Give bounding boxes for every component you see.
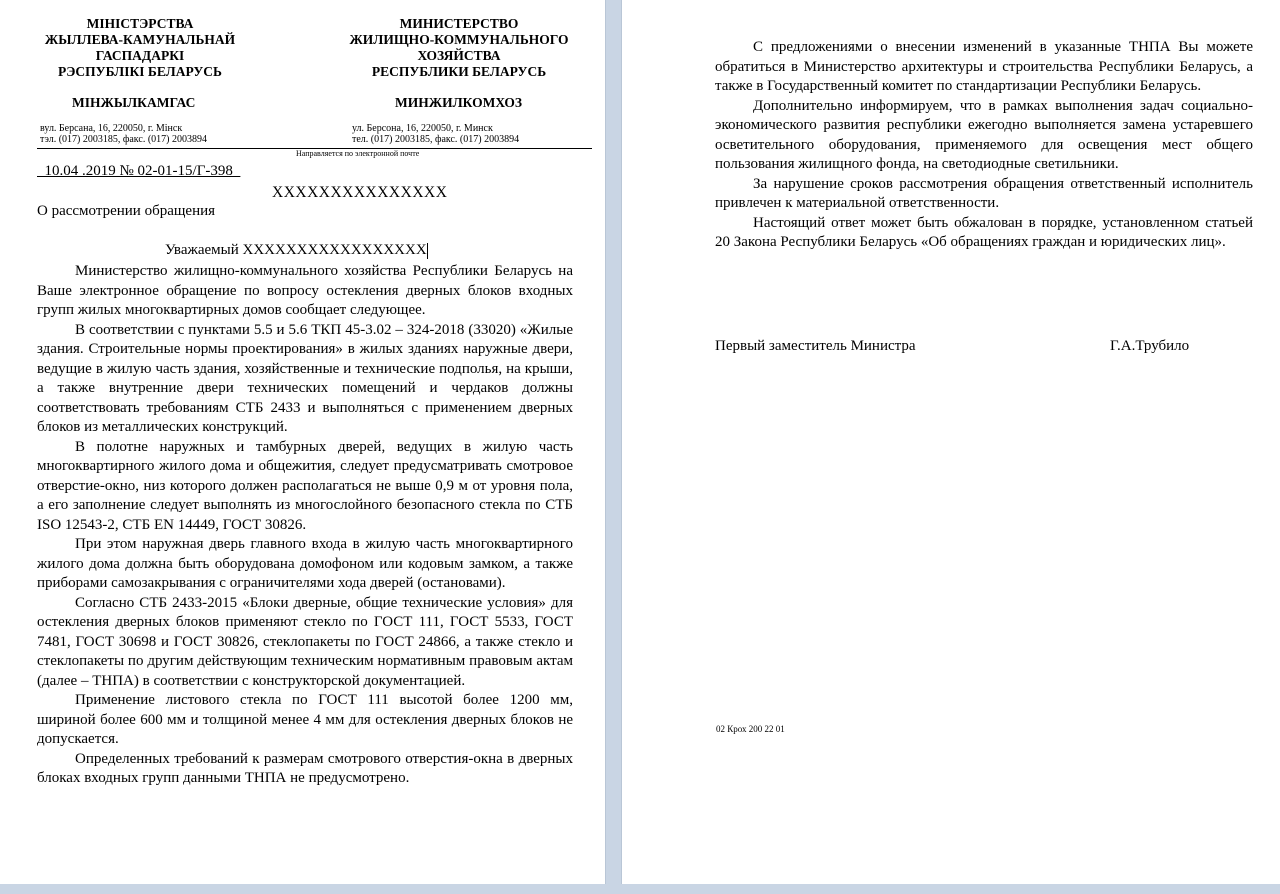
header-line: ХОЗЯЙСТВА [417, 48, 501, 63]
email-note: Направляется по электронной почте [296, 149, 420, 158]
header-line: МІНІСТЭРСТВА [86, 16, 194, 31]
header-line: РЕСПУБЛИКИ БЕЛАРУСЬ [371, 64, 547, 79]
header-line: МИНИСТЕРСТВО [399, 16, 519, 31]
document-page-1 [0, 0, 606, 894]
paragraph: За нарушение сроков рассмотрения обращения ответственный исполнитель привлечен к материальной ответственности. [715, 175, 1253, 211]
paragraph: В полотне наружных и тамбурных дверей, ведущих в жилую часть многоквартирного жилого дома и общежития, следует предусматривать смотровое отверстие-окно, низ которого должен располагаться не выше 0,9 м от уровня пола, а его заполнение следует выполнять из многослойного безопасного стекла по СТБ ISO 12543-2, СТБ EN 14449, ГОСТ 30826. [37, 438, 573, 533]
recipient-name: ХХХХХХХХХХХХХХХ [272, 184, 448, 201]
paragraph: Настоящий ответ может быть обжалован в порядке, установленном статьей 20 Закона Республики Беларусь «Об обращениях граждан и юридических лиц». [715, 214, 1253, 250]
signature-title: Первый заместитель Министра [715, 338, 916, 354]
greeting-text: Уважаемый ХХХХХХХХХХХХХХХХХ [165, 242, 427, 258]
ministry-header-russian [330, 16, 588, 80]
paragraph: Применение листового стекла по ГОСТ 111 высотой более 1200 мм, шириной более 600 мм и толщиной менее 4 мм для остекления дверных блоков не допускается. [37, 692, 573, 747]
address-belarusian [40, 123, 207, 145]
paragraph: Министерство жилищно-коммунального хозяйства Республики Беларусь на Ваше электронное обращение по вопросу остекления дверных блоков входных групп жилых многоквартирных домов сообщает следующее. [37, 263, 573, 318]
ministry-header-belarusian [22, 16, 258, 80]
header-line: ГАСПАДАРКІ [95, 48, 185, 63]
address-line: вул. Берсана, 16, 220050, г. Мінск [40, 123, 183, 134]
header-line: ЖЫЛЛЕВА-КАМУНАЛЬНАЙ [44, 32, 236, 47]
short-name-russian: МИНЖИЛКОМХОЗ [395, 95, 523, 110]
phone-line: тел. (017) 2003185, факс. (017) 2003894 [352, 134, 520, 145]
executor-code: 02 Крох 200 22 01 [716, 724, 785, 734]
header-line: ЖИЛИЩНО-КОММУНАЛЬНОГО [349, 32, 569, 47]
phone-line: тэл. (017) 2003185, факс. (017) 2003894 [40, 134, 208, 145]
greeting[interactable] [165, 242, 428, 259]
short-name-belarusian: МІНЖЫЛКАМГАС [72, 95, 196, 110]
letter-subject: О рассмотрении обращения [37, 203, 216, 219]
paragraph: Согласно СТБ 2433-2015 «Блоки дверные, общие технические условия» для остекления дверных блоков применяют стекло по ГОСТ 111, ГОСТ 5533, ГОСТ 7481, ГОСТ 30698 и ГОСТ 30826, стеклопакеты по ГОСТ 24866, а также стекло и стеклопакеты по другим действующим техническим нормативным правовым актам (далее – ТНПА) в соответствии с конструкторской документацией. [37, 594, 573, 689]
signature-name: Г.А.Трубило [1110, 338, 1190, 354]
paragraph: В соответствии с пунктами 5.5 и 5.6 ТКП 45-3.02 – 324-2018 (33020) «Жилые здания. Строительные нормы проектирования» в жилых зданиях наружные двери, ведущие в жилую часть здания, хозяйственные и технические подполья, на крыши, а также внутренние двери технических помещений и чердаков должны соответствовать требованиям СТБ 2433 и выполняться с применением дверных блоков из металлических конструкций. [37, 321, 573, 435]
header-line: РЭСПУБЛІКІ БЕЛАРУСЬ [58, 64, 222, 79]
page-gutter [606, 0, 621, 894]
letter-body-page-1[interactable] [37, 262, 573, 789]
registration-number: 10.04 .2019 № 02-01-15/Г-398 [37, 163, 241, 179]
address-line: ул. Берсона, 16, 220050, г. Минск [352, 123, 493, 134]
paragraph: Определенных требований к размерам смотрового отверстия-окна в дверных блоках входных групп данными ТНПА не предусмотрено. [37, 750, 573, 786]
window-bottom-edge [0, 884, 1280, 894]
paragraph: При этом наружная дверь главного входа в жилую часть многоквартирного жилого дома должна быть оборудована домофоном или кодовым замком, а также приборами самозакрывания с ограничителями хода дверей (остановами). [37, 536, 573, 591]
text-cursor [427, 243, 428, 259]
letter-body-page-2[interactable] [715, 38, 1253, 253]
paragraph: С предложениями о внесении изменений в указанные ТНПА Вы можете обратиться в Министерство архитектуры и строительства Республики Беларусь, а также в Государственный комитет по стандартизации Республики Беларусь. [715, 39, 1253, 94]
paragraph: Дополнительно информируем, что в рамках выполнения задач социально-экономического развития республики ежегодно выполняется замена устаревшего осветительного оборудования, применяемого для освещения мест общего пользования жилищного фонда, на светодиодные светильники. [715, 97, 1253, 172]
address-russian [352, 123, 519, 145]
